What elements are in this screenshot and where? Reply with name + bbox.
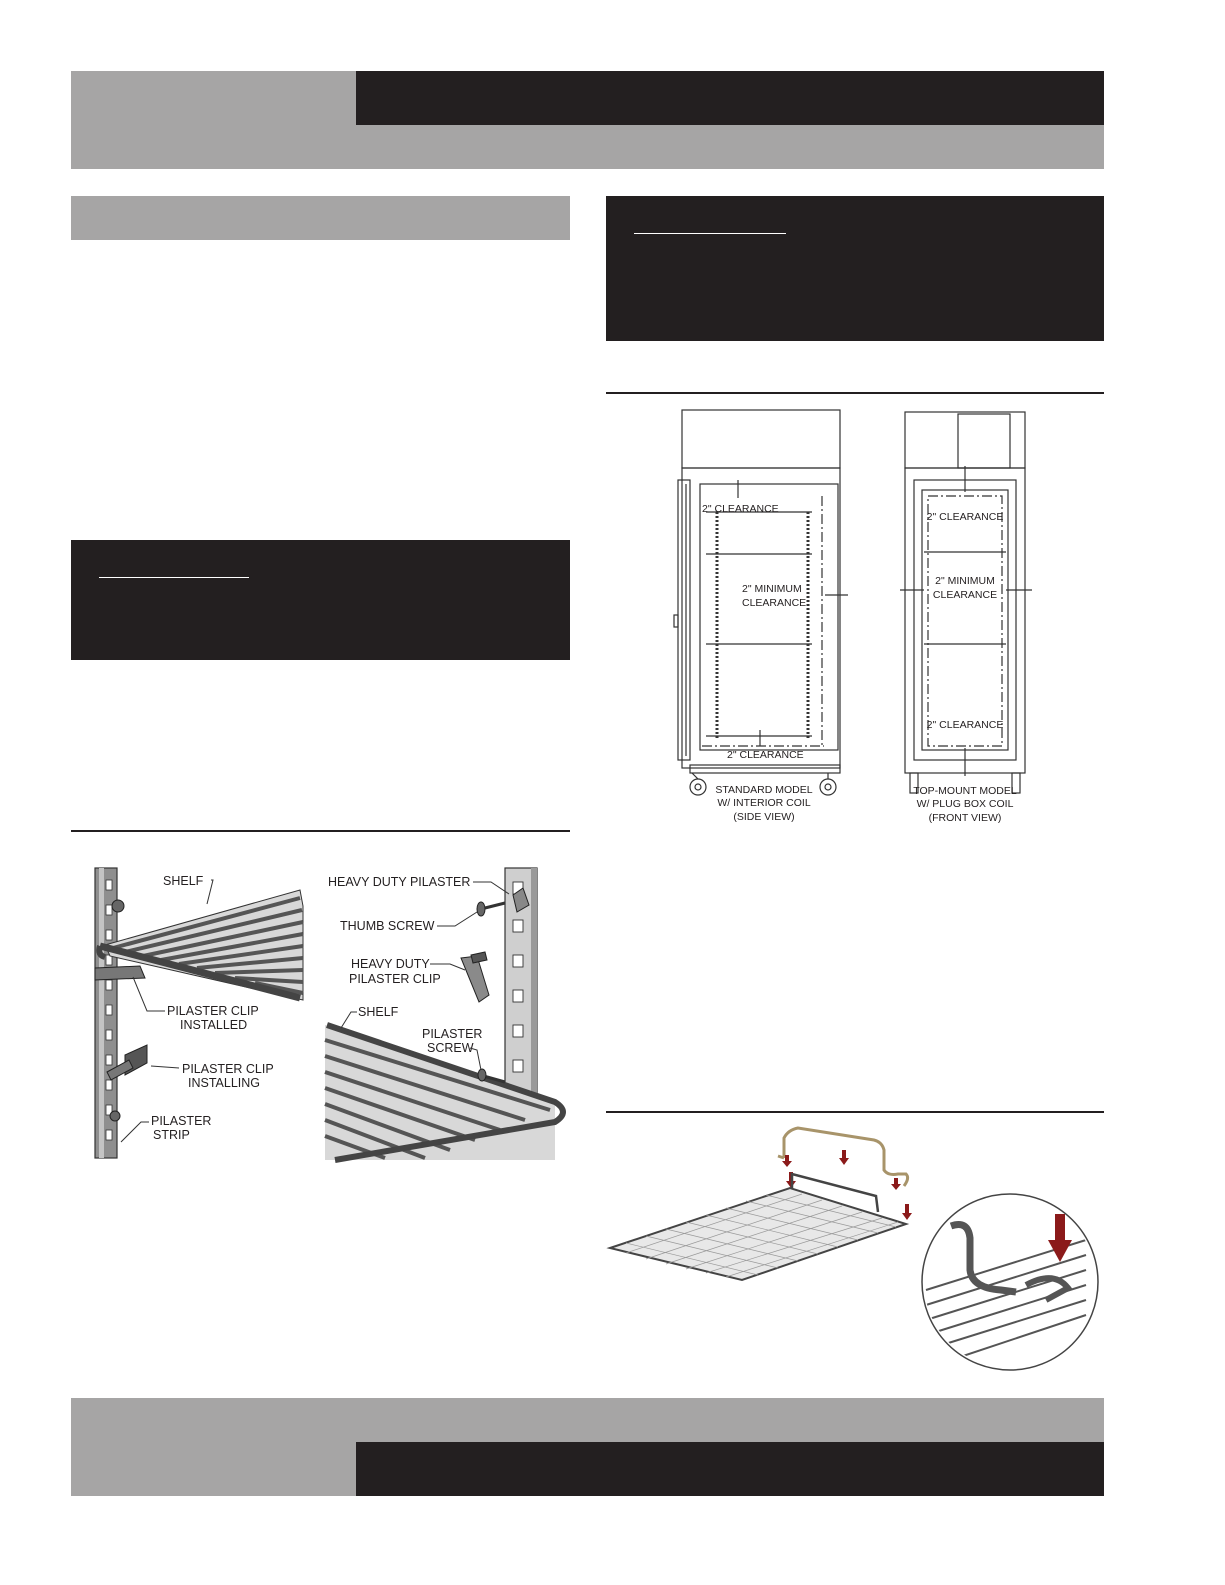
label-heavy-pilaster: HEAVY DUTY PILASTER [328,875,471,889]
header-gray-block [71,71,356,169]
side-caption-2: W/ INTERIOR COIL [717,797,811,809]
front-caption-3: (FRONT VIEW) [928,812,1002,824]
label-screw-2: SCREW [427,1041,474,1055]
footer-gray-strip [71,1398,1104,1442]
label-hd-clip-2: PILASTER CLIP [349,972,441,986]
front-bottom-clearance: 2" CLEARANCE [926,719,1004,731]
section-rule [606,392,1104,394]
thumb-screw [477,902,505,916]
wire-shelf-figure [606,1120,1104,1380]
front-mid-clearance-1: 2" MINIMUM [935,575,995,587]
side-caption-1: STANDARD MODEL [715,784,813,796]
front-top-clearance: 2" CLEARANCE [926,511,1004,523]
front-caption-1: TOP-MOUNT MODEL [913,785,1017,797]
label-clip-installed-2: INSTALLED [180,1018,248,1032]
footer-gray-block [71,1442,356,1496]
section-rule [606,1111,1104,1113]
footer-dark-band [356,1442,1104,1496]
section-rule [71,830,570,832]
note-box-underline [634,233,786,234]
magnified-detail [922,1194,1098,1370]
label-shelf-right: SHELF [358,1005,399,1019]
front-view-labels [913,511,1017,824]
side-mid-clearance-1: 2" MINIMUM [742,583,802,595]
side-view-labels [702,503,813,823]
label-strip-2: STRIP [153,1128,190,1142]
pilaster-clip-installed [95,966,145,980]
header-gray-strip [356,125,1104,169]
pilaster-figure [85,860,575,1165]
clearance-figure [660,400,1060,830]
label-screw-1: PILASTER [422,1027,483,1041]
front-caption-2: W/ PLUG BOX COIL [916,798,1014,810]
label-thumb-screw: THUMB SCREW [340,919,435,933]
note-box-right [606,196,1104,341]
note-box-left [71,540,570,660]
side-caption-3: (SIDE VIEW) [733,811,795,823]
front-mid-clearance-2: CLEARANCE [932,589,998,601]
note-box-underline [99,577,249,578]
label-clip-installing-2: INSTALLING [188,1076,261,1090]
side-top-clearance: 2" CLEARANCE [702,503,779,515]
front-view-cabinet [900,412,1032,793]
header-dark-band [356,71,1104,125]
label-shelf: SHELF [163,874,204,888]
label-hd-clip-1: HEAVY DUTY [351,957,430,971]
label-clip-installed-1: PILASTER CLIP [167,1004,259,1018]
shelf-left [99,890,303,1000]
side-bottom-clearance: 2" CLEARANCE [727,749,804,761]
wire-shelf-grid [610,1174,906,1280]
section-header-bar [71,196,570,240]
pilaster-strip-left [95,868,124,1158]
label-strip-1: PILASTER [151,1114,212,1128]
label-clip-installing-1: PILASTER CLIP [182,1062,274,1076]
side-mid-clearance-2: CLEARANCE [742,597,807,609]
